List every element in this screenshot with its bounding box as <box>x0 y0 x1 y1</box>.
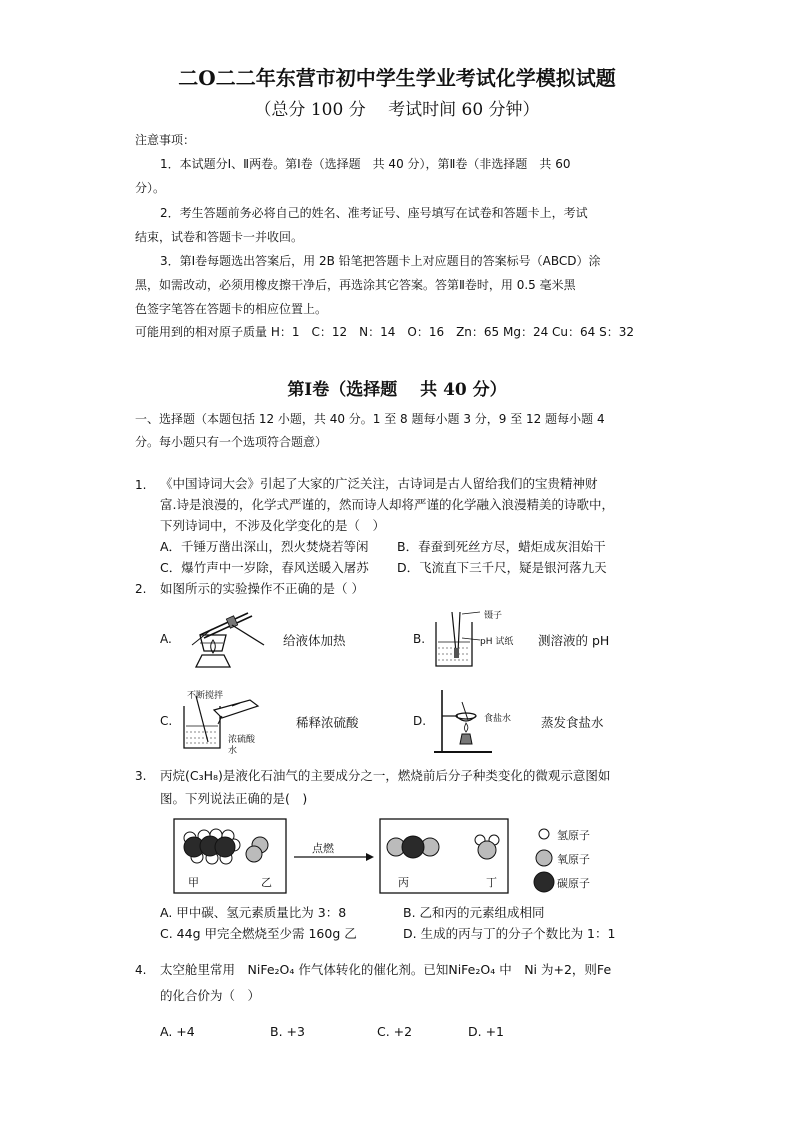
q4-line2: 的化合价为（ ） <box>160 988 261 1003</box>
q2-conc-acid-label: 浓硫酸 <box>228 735 256 745</box>
q2-option-d-text: 蒸发食盐水 <box>541 715 604 730</box>
q2-water-label: 水 <box>228 746 238 756</box>
q3-legend-oxygen: 氧原子 <box>557 853 590 866</box>
q2-tweezers-label: 镊子 <box>484 611 503 621</box>
notice-item3-line1: 3．第Ⅰ卷每题选出答案后，用 2B 铅笔把答题卡上对应题目的答案标号（ABCD）涂 <box>160 254 601 268</box>
q1-number: 1. <box>135 478 147 492</box>
notice-item1-line1: 1．本试题分Ⅰ、Ⅱ两卷。第Ⅰ卷（选择题 共 40 分），第Ⅱ卷（非选择题 共 60 <box>160 157 571 171</box>
q1-line1: 《中国诗词大会》引起了大家的广泛关注，古诗词是古人留给我们的宝贵精神财 <box>160 476 598 491</box>
q2-heating-liquid-figure <box>178 605 268 677</box>
q3-label-yi: 乙 <box>261 876 272 889</box>
q3-legend-carbon: 碳原子 <box>557 877 590 890</box>
q4-option-a: A. +4 <box>160 1024 195 1039</box>
q1-option-c: C．爆竹声中一岁除，春风送暖入屠苏 <box>160 560 369 575</box>
q2-saltwater-label: 食盐水 <box>484 714 512 724</box>
q2-option-b-text: 测溶液的 pH <box>538 633 610 648</box>
q2-option-a-text: 给液体加热 <box>283 633 346 648</box>
q2-option-c-text: 稀释浓硫酸 <box>296 715 359 730</box>
notice-item3-line2: 黑，如需改动，必须用橡皮擦干净后，再选涂其它答案。答第Ⅱ卷时，用 0.5 毫米黑 <box>135 278 576 292</box>
q3-line1: 丙烷(C₃H₈)是液化石油气的主要成分之一，燃烧前后分子种类变化的微观示意图如 <box>160 768 611 783</box>
q1-line3: 下列诗词中，不涉及化学变化的是（ ） <box>160 518 386 533</box>
q3-label-ding: 丁 <box>486 876 497 889</box>
q2-option-a-letter: A. <box>160 632 172 646</box>
q1-option-b: B．春蚕到死丝方尽，蜡炬成灰泪始干 <box>397 539 606 554</box>
q4-number: 4. <box>135 963 147 977</box>
q1-option-a: A．千锤万凿出深山，烈火焚烧若等闲 <box>160 539 369 554</box>
q2-stem: 如图所示的实验操作不正确的是（ ） <box>160 581 364 596</box>
section-intro-line2: 分。每小题只有一个选项符合题意） <box>135 435 328 449</box>
q4-line1: 太空舱里常用 NiFe₂O₄ 作气体转化的催化剂。已知NiFe₂O₄ 中 Ni 为+2，则Fe <box>160 962 612 977</box>
q3-option-b: B. 乙和丙的元素组成相同 <box>403 905 545 920</box>
page-title: 二O二二年东营市初中学生学业考试化学模拟试题 <box>178 66 616 90</box>
page-subtitle: （总分 100 分 考试时间 60 分钟） <box>254 100 540 120</box>
q3-arrow-label: 点燃 <box>312 842 334 855</box>
q1-line2: 富.诗是浪漫的，化学式严谨的，然而诗人却将严谨的化学融入浪漫精美的诗歌中， <box>160 497 614 512</box>
notice-item2-line1: 2．考生答题前务必将自己的姓名、准考证号、座号填写在试卷和答题卡上，考试 <box>160 206 588 220</box>
q3-number: 3. <box>135 769 147 783</box>
q3-legend-hydrogen: 氢原子 <box>557 829 590 842</box>
q1-option-d: D．飞流直下三千尺，疑是银河落九天 <box>397 560 607 575</box>
notice-item3-line3: 色签字笔答在答题卡的相应位置上。 <box>135 302 328 316</box>
q2-option-d-letter: D. <box>413 714 427 728</box>
section-heading: 第Ⅰ卷（选择题 共 40 分） <box>287 380 507 400</box>
section-intro-line1: 一、选择题（本题包括 12 小题，共 40 分。1 至 8 题每小题 3 分，9 至 12 题每小题 4 <box>135 412 605 426</box>
q4-option-c: C. +2 <box>377 1024 413 1039</box>
q3-line2: 图。下列说法正确的是( ) <box>160 791 308 806</box>
q3-label-jia: 甲 <box>188 876 199 889</box>
q3-option-a: A. 甲中碳、氢元素质量比为 3：8 <box>160 905 347 920</box>
q3-label-bing: 丙 <box>398 876 409 889</box>
q3-option-d: D. 生成的丙与丁的分子个数比为 1：1 <box>403 926 616 941</box>
q4-option-d: D. +1 <box>468 1024 504 1039</box>
q3-option-c: C. 44g 甲完全燃烧至少需 160g 乙 <box>160 926 357 941</box>
q2-option-b-letter: B. <box>413 632 426 646</box>
q2-number: 2. <box>135 582 147 596</box>
q4-option-b: B. +3 <box>270 1024 305 1039</box>
q2-option-c-letter: C. <box>160 714 173 728</box>
q2-ph-paper-label: pH 试纸 <box>480 637 514 647</box>
q3-molecule-diagram <box>170 815 610 897</box>
notice-item2-line2: 结束，试卷和答题卡一并收回。 <box>135 230 304 244</box>
notice-item1-line2: 分）。 <box>135 181 166 195</box>
notice-heading: 注意事项： <box>135 133 196 147</box>
q2-stirring-label: 不断搅拌 <box>187 691 224 701</box>
atomic-mass-line: 可能用到的相对原子质量 H：1 C：12 N：14 O：16 Zn：65 Mg：24 Cu：64 S：32 <box>135 325 635 339</box>
